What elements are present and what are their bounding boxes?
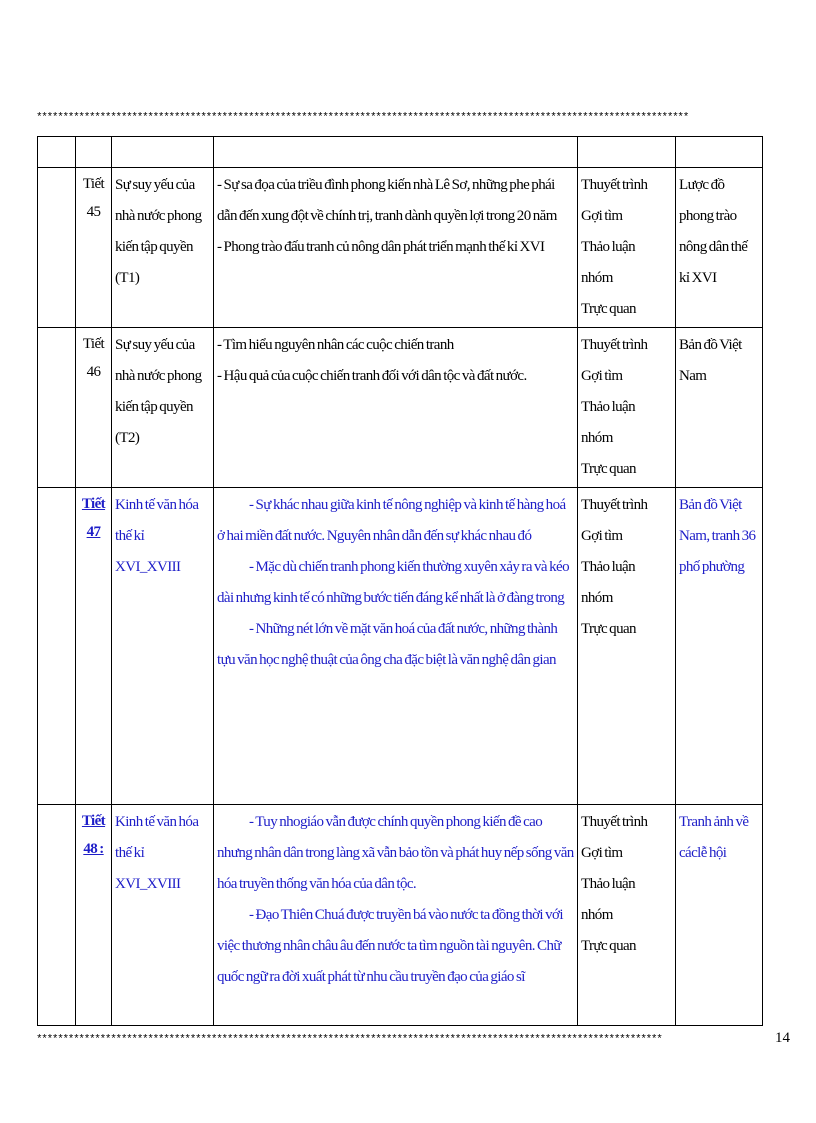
method-item: Trực quan	[581, 301, 636, 317]
method-item: nhóm	[581, 590, 613, 606]
lesson-number-link[interactable]: Tiết 48 :	[76, 805, 112, 1026]
method-item: Thuyết trình	[581, 814, 648, 830]
method-item: nhóm	[581, 907, 613, 923]
table-row	[38, 488, 763, 805]
lesson-topic: Sự suy yếu của nhà nước phong kiến tập quyền (T1)	[112, 168, 214, 328]
teaching-materials: Bản đồ Việt Nam	[676, 328, 763, 488]
lesson-number-link[interactable]: Tiết 47	[76, 488, 112, 805]
lesson-plan-table	[37, 136, 763, 1026]
blank-cell	[38, 328, 76, 488]
lesson-number: Tiết 46	[76, 328, 112, 488]
lesson-topic: Kinh tế văn hóa thế kỉ XVI_XVIII	[112, 488, 214, 805]
method-item: Trực quan	[581, 461, 636, 477]
lesson-topic: Sự suy yếu của nhà nước phong kiến tập quyền (T2)	[112, 328, 214, 488]
method-item: Gợi tìm	[581, 845, 623, 861]
content-paragraph: - Sự khác nhau giữa kinh tế nông nghiệp và kinh tế hàng hoá ở hai miền đất nước. Nguyên nhân dẫn đến sự khác nhau đó	[217, 497, 566, 544]
method-item: Thuyết trình	[581, 337, 648, 353]
teaching-methods	[578, 328, 676, 488]
content-paragraph: - Mặc dù chiến tranh phong kiến thường xuyên xảy ra và kéo dài nhưng kinh tế có những bước tiến đáng kể nhất là ở đàng trong	[217, 559, 569, 606]
content-line: - Hậu quả của cuộc chiến tranh đối với dân tộc và đất nước.	[217, 368, 527, 384]
content-paragraph: - Tuy nhogiáo vẫn được chính quyền phong kiến đề cao nhưng nhân dân trong làng xã vẫn bảo tồn và phát huy nếp sống văn hóa truyền thống văn hóa của dân tộc.	[217, 814, 574, 892]
table-row	[38, 805, 763, 1026]
method-item: Thuyết trình	[581, 497, 648, 513]
teaching-methods	[578, 488, 676, 805]
blank-cell	[38, 488, 76, 805]
content-paragraph: - Những nét lớn về mặt văn hoá của đất nước, những thành tựu văn học nghệ thuật của ông cha đặc biệt là văn nghệ dân gian	[217, 621, 558, 668]
method-item: Thảo luận	[581, 559, 635, 575]
method-item: Thảo luận	[581, 239, 635, 255]
lesson-content	[214, 328, 578, 488]
lesson-number: Tiết 45	[76, 168, 112, 328]
lesson-content	[214, 168, 578, 328]
blank-cell	[38, 805, 76, 1026]
page-number: 14	[775, 1030, 790, 1046]
method-item: Thuyết trình	[581, 177, 648, 193]
content-line: - Sự sa đọa của triều đình phong kiến nhà Lê Sơ, những phe phái dẫn đến xung đột về chính trị, tranh dành quyền lợi trong 20 năm	[217, 177, 557, 224]
table-row	[38, 168, 763, 328]
bottom-star-divider: **********************************************************************************************************************	[36, 1034, 662, 1046]
method-item: nhóm	[581, 270, 613, 286]
table-row	[38, 328, 763, 488]
method-item: Trực quan	[581, 621, 636, 637]
top-star-divider: ***************************************************************************************************************************	[36, 112, 689, 124]
teaching-materials: Bản đồ Việt Nam, tranh 36 phố phường	[676, 488, 763, 805]
blank-cell	[38, 168, 76, 328]
teaching-materials: Tranh ảnh về cáclễ hội	[676, 805, 763, 1026]
lesson-topic: Kinh tế văn hóa thế kỉ XVI_XVIII	[112, 805, 214, 1026]
method-item: nhóm	[581, 430, 613, 446]
header-row	[38, 137, 763, 168]
method-item: Trực quan	[581, 938, 636, 954]
lesson-content	[214, 488, 578, 805]
method-item: Gợi tìm	[581, 528, 623, 544]
lesson-content	[214, 805, 578, 1026]
teaching-methods	[578, 805, 676, 1026]
method-item: Thảo luận	[581, 399, 635, 415]
method-item: Gợi tìm	[581, 208, 623, 224]
content-line: - Tìm hiểu nguyên nhân các cuộc chiến tranh	[217, 337, 454, 353]
content-line: - Phong trào đấu tranh củ nông dân phát triển mạnh thế kỉ XVI	[217, 239, 545, 255]
method-item: Thảo luận	[581, 876, 635, 892]
content-paragraph: - Đạo Thiên Chuá được truyền bá vào nước ta đồng thời với việc thương nhân châu âu đến nước ta tìm nguồn tài nguyên. Chữ quốc ngữ ra đời xuất phát từ nhu cầu truyền đạo của giáo sĩ	[217, 907, 563, 985]
method-item: Gợi tìm	[581, 368, 623, 384]
teaching-materials: Lược đồ phong trào nông dân thế kỉ XVI	[676, 168, 763, 328]
teaching-methods	[578, 168, 676, 328]
